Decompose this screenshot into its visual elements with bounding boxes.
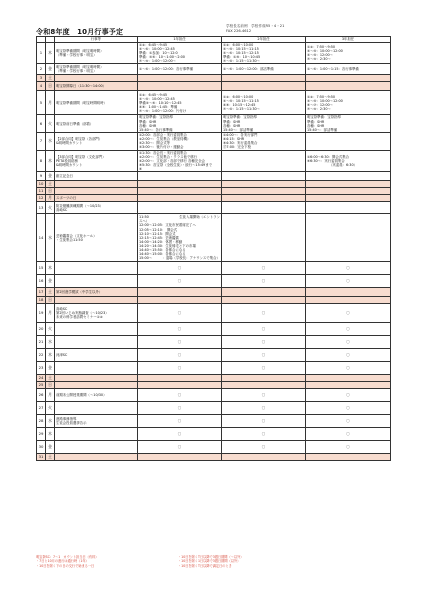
schedule-row [37,336,391,349]
schedule-row [37,195,391,202]
grade2-cell [222,172,306,181]
weekday-cell: 水 [46,214,55,262]
day-cell: 12 [37,195,46,202]
schedule-row [37,428,391,441]
weekday-cell: 金 [46,441,55,454]
schedule-row [37,43,391,64]
schedule-row [37,262,391,275]
event-cell [55,382,138,389]
event-cell [55,336,138,349]
grade3-cell [306,288,391,297]
day-cell: 6 [37,115,46,132]
day-cell: 15 [37,262,46,275]
schedule-row [37,275,391,288]
grade3-cell: ①②：7:50〜9:50 ③〜⑤：10:00〜12:00 ③〜⑤：12:00〜 ⑦〜⑨：2:30〜 [306,43,391,64]
grade1-cell: 〇 [138,362,222,375]
schedule-row [37,454,391,461]
grade1-cell [138,375,222,382]
schedule-row [37,75,391,82]
day-cell: 30 [37,441,46,454]
event-cell: 創立記念日 [55,172,138,181]
footer-note-left: 明宝祭SC：7〜1 カウント担当日（有料） ・7日と10月の進行は通行時（1年） ・10日を除く下の日の交行で始まる一日 [36,555,99,568]
grade1-cell [138,172,222,181]
weekday-cell: 水 [46,336,55,349]
schedule-row [37,172,391,181]
weekday-cell: 月 [46,195,55,202]
grade2-cell [222,82,306,91]
event-cell: 河津SC [55,349,138,362]
day-cell: 18 [37,297,46,304]
schedule-row [37,362,391,375]
grade1-cell: ①〜⑥：1:00〜12:00：各行事準備 [138,64,222,75]
event-cell: 明宝祭準備期間（明宝時間明時） [55,91,138,115]
schedule-row [37,304,391,323]
grade2-cell [222,288,306,297]
day-cell: 4 [37,82,46,91]
grade3-cell: 〇 [306,336,391,349]
weekday-cell: 金 [46,362,55,375]
grade2-cell [222,214,306,262]
grade2-cell: 〇 [222,349,306,362]
grade2-cell [222,454,306,461]
day-cell: 13 [37,202,46,214]
grade1-cell: 〇 [138,323,222,336]
day-cell: 28 [37,415,46,428]
grade3-cell [306,188,391,195]
day-cell: 17 [37,288,46,297]
event-cell [55,441,138,454]
grade3-cell: 〇 [306,428,391,441]
weekday-cell: 木 [46,428,55,441]
event-cell [55,262,138,275]
schedule-row [37,402,391,415]
grade1-cell [138,454,222,461]
day-cell: 5 [37,91,46,115]
grade3-cell: 〇 [306,304,391,323]
grade1-cell [138,188,222,195]
day-cell: 20 [37,323,46,336]
weekday-cell: 木 [46,150,55,171]
day-cell: 26 [37,389,46,402]
grade1-cell: 11:50 生徒入場開始（エントランスへ） 12:00〜12:05：文化市民着席完了へ 12:05〜12:10： 開会式 12:10〜12:15：開会式 12:15〜12:45：芸術鑑賞 14:00〜14:20：休憩・移動 14:20〜14:30：生徒帰宅と下の市場 14:40〜15:50：各都合になる 14:40〜15:00：各都合になる 15:00〜 ：退場（学校長：アナウンスで集合） [139,215,220,261]
grade3-cell: 〇 [306,262,391,275]
event-cell [55,402,138,415]
day-cell: 8 [37,150,46,171]
grade2-cell [222,195,306,202]
day-cell: 19 [37,304,46,323]
event-cell: 前期末公開授業期間（〜10/30） [55,389,138,402]
grade2-cell: ①②：6:00〜10:00 ③〜⑤：10:15〜11:15 ③〜⑥：10:15〜12:15 準備：①⑤：10〜10:45 ⑦〜⑧：1:15〜11:30〜 [222,43,306,64]
grade1-cell: ①2:00：各部会・実行委員集合 ②2:00〜：生徒集合（教室待機） ③2:30〜：開会式等 ③3:00〜：後片付け・運動会 [138,132,222,150]
day-cell: 11 [37,188,46,195]
weekday-cell: 火 [46,115,55,132]
schedule-row [37,389,391,402]
day-cell: 25 [37,382,46,389]
schedule-row [37,382,391,389]
event-cell: 芸術鑑賞会（文化ホール） ・生徒集合11:50 [55,214,138,262]
grade3-cell [306,454,391,461]
grade3-cell: 〇 [306,402,391,415]
event-cell [55,323,138,336]
grade3-cell: ①②：7:50〜9:50 ③〜⑤：10:00〜12:00 ⑥〜⑦：12:00〜 ⑦〜⑨：2:30〜 [306,91,391,115]
event-cell: 明宝祭準備期間（明宝明時間） （準備・学校行事・明宝） [55,43,138,64]
grade3-cell [306,132,391,150]
day-cell: 2 [37,64,46,75]
grade2-cell: 〇 [222,389,306,402]
weekday-cell: 日 [46,382,55,389]
grade3-cell: 〇 [306,389,391,402]
grade1-cell: 〇 [138,441,222,454]
event-cell [55,454,138,461]
event-cell: 明宝祭準備期間（明宝明時間） （準備・学校行事・明宝） [55,64,138,75]
weekday-cell: 土 [46,375,55,382]
event-cell: 高崎SC 第2回いじめ実態調査（〜10/23） 未来の科学者訪問セミナー①② [55,304,138,323]
header-event: 行事等 [55,37,138,43]
grade1-cell: 〇 [138,415,222,428]
schedule-row [37,323,391,336]
grade1-cell: ①②：6:45〜9:45 ③〜⑤：10:00〜12:45 準備③〜⑥：10:10〜12:45 ④⑤：1:00〜1:45：準備 ⑦〜⑨：1:00〜12:00：片付け [138,91,222,115]
page-title: 令和8年度 10月行事予定 [36,28,124,36]
grade2-cell: 〇 [222,415,306,428]
grade1-cell [138,382,222,389]
day-cell: 21 [37,336,46,349]
event-cell: 防災避難訓練期間（〜10/23） 高崎SC [55,202,138,214]
weekday-cell: 土 [46,181,55,188]
weekday-cell: 土 [46,454,55,461]
grade2-cell: 〇 [222,428,306,441]
header-grade2: 2年担任 [222,37,306,43]
weekday-cell: 日 [46,297,55,304]
event-cell [55,188,138,195]
weekday-cell: 水 [46,132,55,150]
event-cell: スポーツの日 [55,195,138,202]
grade1-cell: 〇 [138,336,222,349]
school-info-line2: FAX 226-4612 [226,29,252,33]
day-cell: 7 [37,132,46,150]
grade3-cell: 明宝祭準備：宝祭指導 準備：SHR 各種：SHR 15:40〜：部活準備 [306,115,391,132]
grade3-cell [306,202,391,214]
grade2-cell: 〇 [222,323,306,336]
grade2-cell: ①〜⑥：1:00〜12:00：部活準備 [222,64,306,75]
weekday-cell: 土 [46,75,55,82]
grade2-cell [222,202,306,214]
grade2-cell: ①②：6:00〜10:00 ③〜⑤：10:15〜11:15 ④⑤：10:15〜12:45 ⑦〜⑧：1:15〜11:30〜 [222,91,306,115]
day-cell: 27 [37,402,46,415]
weekday-cell: 月 [46,304,55,323]
grade1-cell [138,75,222,82]
school-info-line1: 学校長名前例 学校作成R5・4・21 [226,24,285,28]
grade2-cell [222,188,306,195]
weekday-cell: 木 [46,262,55,275]
weekday-cell: 日 [46,188,55,195]
grade2-cell [222,75,306,82]
grade2-cell: 〇 [222,262,306,275]
schedule-row [37,132,391,150]
day-cell: 24 [37,375,46,382]
event-cell: 明宝祭前日準備（部着） [55,115,138,132]
event-cell [55,297,138,304]
grade1-cell: ①1:30：各会長・実行委員集合 ②2:00〜：生徒集合・クラス他で移行 ③2:00〜：文化部・各部で移行 各種完全会 ⑤5:30：各宝祭（全校生徒）・続行〜15:49まで ⑥ [138,150,222,171]
weekday-cell: 火 [46,402,55,415]
grade3-cell [306,297,391,304]
grade2-cell: 〇 [222,304,306,323]
schedule-row [37,64,391,75]
event-cell: 進路事務指導 生徒会役員選挙告示 [55,415,138,428]
schedule-row [37,415,391,428]
schedule-row [37,349,391,362]
grade2-cell: ①4:00〜：各実行部門 ④4:15：SHR ⑤4:30：実行委員集合 ⑰7:00：完全下校 [222,132,306,150]
grade2-cell [222,375,306,382]
grade2-cell: 〇 [222,441,306,454]
grade1-cell [138,195,222,202]
event-cell [55,275,138,288]
weekday-cell: 火 [46,323,55,336]
schedule-row [37,91,391,115]
event-cell [55,75,138,82]
grade1-cell: 〇 [138,389,222,402]
event-cell [55,181,138,188]
day-cell: 9 [37,172,46,181]
schedule-row [37,288,391,297]
school-info [226,24,284,34]
grade1-cell: 〇 [138,349,222,362]
weekday-cell: 金 [46,275,55,288]
grade1-cell: 〇 [138,262,222,275]
schedule-row [37,82,391,91]
event-cell: 【2部合同】明宝祭（各部門） &明時間カウント [55,132,138,150]
day-cell: 3 [37,75,46,82]
weekday-cell: 土 [46,288,55,297]
schedule-row [37,181,391,188]
schedule-row [37,115,391,132]
event-cell [55,375,138,382]
grade3-cell [306,375,391,382]
schedule-row [37,188,391,195]
grade1-cell [138,181,222,188]
header-grade1: 1年担任 [138,37,222,43]
grade1-cell [138,82,222,91]
day-cell: 14 [37,214,46,262]
grade1-cell: 〇 [138,275,222,288]
grade2-cell: 〇 [222,336,306,349]
schedule-table [36,36,391,461]
event-cell: 第2回進学模試（中学生以外） [55,288,138,297]
grade2-cell [222,297,306,304]
grade3-cell: 〇 [306,441,391,454]
weekday-cell: 金 [46,172,55,181]
footer-note-right: ・10日を除くT日以降で3週日期間（〜以外） ・10日を除く1日以降で3週日期間（以外） ・10日を除くT日以降で調定日のとき [178,555,244,568]
day-cell: 23 [37,362,46,375]
grade1-cell [138,202,222,214]
grade2-cell: 明宝祭準備：宝祭指導 準備：SHR 各種：SHR 15:40〜：部活準備 [222,115,306,132]
grade1-cell: 〇 [138,304,222,323]
grade2-cell [222,382,306,389]
schedule-row [37,150,391,171]
schedule-row [37,441,391,454]
weekday-cell: 火 [46,202,55,214]
day-cell: 16 [37,275,46,288]
event-cell: 明宝祭開幕日（11:30〜14:00） [55,82,138,91]
weekday-cell: 月 [46,389,55,402]
header-grade3: 3年担任 [306,37,391,43]
grade3-cell: 〇 [306,362,391,375]
event-cell [55,428,138,441]
grade2-cell [222,150,306,171]
day-cell: 22 [37,349,46,362]
weekday-cell: 水 [46,415,55,428]
grade1-cell: 〇 [138,428,222,441]
grade3-cell [306,75,391,82]
weekday-cell: 木 [46,43,55,64]
grade2-cell: 〇 [222,402,306,415]
grade3-cell [306,172,391,181]
day-cell: 31 [37,454,46,461]
weekday-cell: 日 [46,82,55,91]
grade2-cell: 〇 [222,275,306,288]
event-cell [55,362,138,375]
day-cell: 10 [37,181,46,188]
grade1-cell: 〇 [138,402,222,415]
grade1-cell [138,297,222,304]
weekday-cell: 金 [46,64,55,75]
grade2-cell: 〇 [222,362,306,375]
schedule-row [37,202,391,214]
grade1-cell [138,288,222,297]
grade3-cell [306,214,391,262]
grade3-cell: 〇 [306,275,391,288]
grade2-cell [222,181,306,188]
grade3-cell: 〇 [306,323,391,336]
weekday-cell: 木 [46,349,55,362]
grade1-cell: ①②：6:45〜9:45 ③〜⑥：10:00〜12:45 準備：①参加：10〜12:0 準備：③⑥：10〜1:00〜2:00 ⑦〜⑨：1:00〜12:00〜 [138,43,222,64]
weekday-cell: 月 [46,91,55,115]
grade3-cell [306,382,391,389]
grade3-cell: 〇 [306,349,391,362]
schedule-row [37,214,391,262]
grade3-cell [306,181,391,188]
grade3-cell [306,195,391,202]
event-cell: 【3部合同】明宝祭（文化部門） PETA役員総務 &明時間カウント [55,150,138,171]
grade3-cell: ①〜⑥：1:00〜1:15：各行事準備 [306,64,391,75]
day-cell: 1 [37,43,46,64]
grade1-cell: 明宝祭準備：宝祭指導 準備：SHR 各種：SHR 15:40〜：各行事準備 [138,115,222,132]
day-cell: 29 [37,428,46,441]
grade3-cell [306,82,391,91]
schedule-row [37,297,391,304]
schedule-row [37,375,391,382]
grade3-cell: ①6:00〜6:30：開会式集合 ⑥6:30〜：実行委員集合 （実委員：6:30） [306,150,391,171]
grade3-cell: 〇 [306,415,391,428]
